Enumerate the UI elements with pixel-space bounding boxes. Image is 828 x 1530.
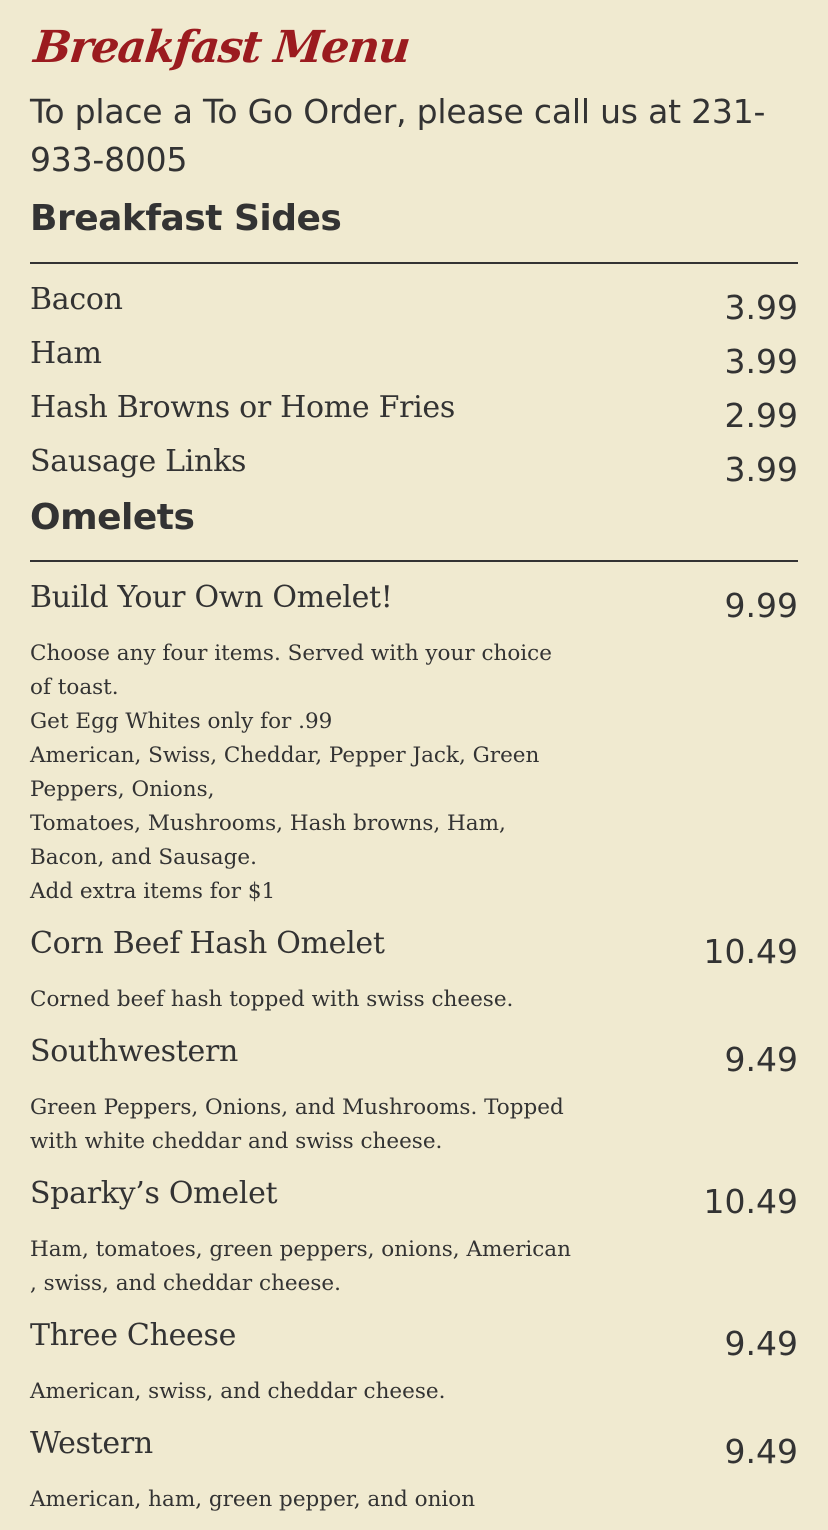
menu-item-description: Green Peppers, Onions, and Mushrooms. Topped with white cheddar and swiss cheese. [30,1095,564,1154]
section-divider [30,262,798,264]
to-go-order-note: To place a To Go Order, please call us at 231-933-8005 [30,92,766,179]
menu-item-name: Bacon [30,282,123,317]
menu-item-price: 3.99 [724,342,798,381]
section-heading-breakfast-sides: Breakfast Sides [30,198,342,239]
menu-item-description: Corned beef hash topped with swiss cheese. [30,987,514,1012]
menu-item-name: Ham [30,336,102,371]
menu-item-name: Sparky’s Omelet [30,1176,278,1211]
menu-item-name: Hash Browns or Home Fries [30,390,455,425]
menu-item-price: 2.99 [724,396,798,435]
menu-item-price: 10.49 [703,932,798,971]
menu-item-name: Corn Beef Hash Omelet [30,926,385,961]
menu-item-name: Western [30,1426,153,1461]
menu-item-price: 9.49 [724,1040,798,1079]
menu-item-description: Ham, tomatoes, green peppers, onions, American , swiss, and cheddar cheese. [30,1237,571,1296]
menu-item-price: 9.99 [724,586,798,625]
menu-item-name: Southwestern [30,1034,239,1069]
menu-item-price: 10.49 [703,1182,798,1221]
page-title: Breakfast Menu [31,22,412,73]
menu-item-description: American, swiss, and cheddar cheese. [30,1379,446,1404]
section-heading-omelets: Omelets [30,497,195,538]
menu-item-name: Build Your Own Omelet! [30,580,393,615]
menu-item-name: Three Cheese [30,1318,237,1353]
menu-item-price: 9.49 [724,1324,798,1363]
menu-item-description: Choose any four items. Served with your choice of toast. Get Egg Whites only for .99 American, Swiss, Cheddar, Pepper Jack, Green Peppers, Onions, Tomatoes, Mushrooms, Hash browns, Ham, Bacon, and Sausage. Add extra items for $1 [30,641,552,904]
menu-item-price: 3.99 [724,450,798,489]
section-divider [30,560,798,562]
menu-item-price: 3.99 [724,288,798,327]
menu-item-name: Sausage Links [30,444,247,479]
menu-item-description: American, ham, green pepper, and onion [30,1487,476,1512]
menu-item-price: 9.49 [724,1432,798,1471]
